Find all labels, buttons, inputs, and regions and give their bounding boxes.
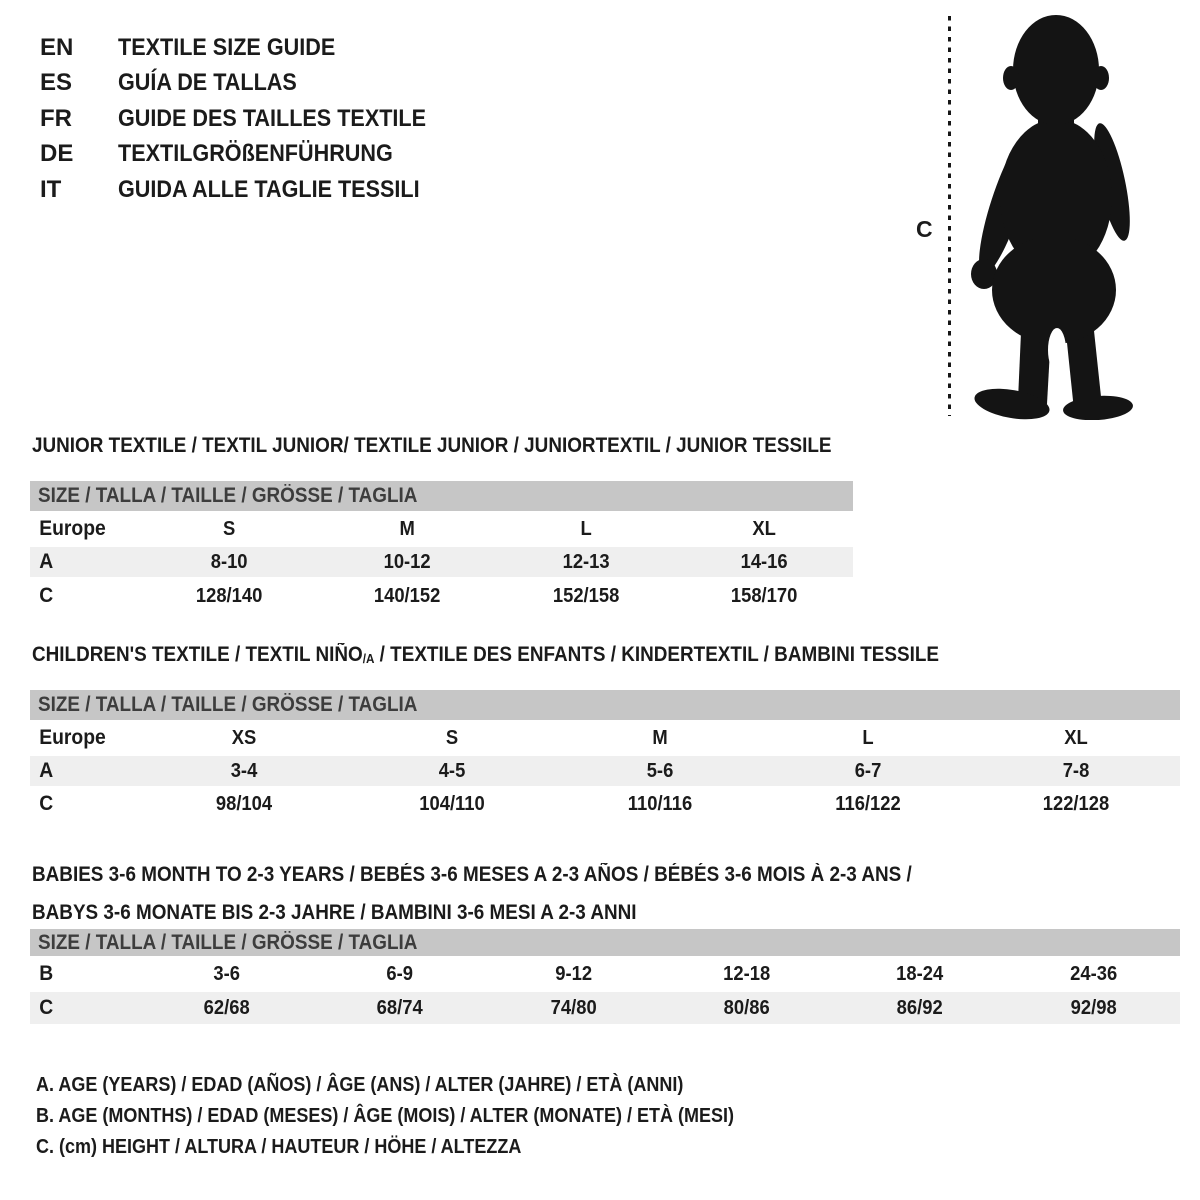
height-cell: 104/110 (419, 792, 485, 815)
babies-height-row (30, 992, 1180, 1024)
size-cell: XL (752, 517, 776, 540)
age-cell: 4-5 (438, 759, 466, 782)
junior-height-row (30, 577, 853, 615)
height-cell: 158/170 (730, 584, 798, 607)
junior-sizes-row (30, 511, 853, 547)
language-label: GUIDE DES TAILLES TEXTILE (118, 104, 427, 132)
children-age-row (30, 756, 1180, 786)
months-cell: 6-9 (386, 962, 414, 985)
language-code: DE (40, 140, 74, 168)
language-row (40, 172, 460, 208)
children-title-text: CHILDREN'S TEXTILE / TEXTIL NIÑO/A / TEXTILE DES ENFANTS / KINDERTEXTIL / BAMBINI TESSILE (32, 643, 940, 666)
size-cell: M (399, 517, 416, 540)
language-row (40, 66, 460, 102)
months-cell: 18-24 (896, 962, 944, 985)
language-code: FR (40, 104, 72, 132)
row-label-a: A (39, 550, 54, 573)
babies-title-line2: BABYS 3-6 MONATE BIS 2-3 JAHRE / BAMBINI 3-6 MESI A 2-3 ANNI (32, 901, 637, 924)
months-cell: 9-12 (554, 962, 592, 985)
size-header-text: SIZE / TALLA / TAILLE / GRÖSSE / TAGLIA (38, 484, 418, 507)
size-header-bar (30, 929, 1180, 956)
language-label: TEXTILGRÖßENFÜHRUNG (118, 140, 393, 168)
language-code: IT (40, 175, 62, 203)
size-cell: S (445, 726, 459, 749)
junior-section-title (32, 434, 920, 458)
legend-line-a (36, 1070, 812, 1101)
size-header-text: SIZE / TALLA / TAILLE / GRÖSSE / TAGLIA (38, 931, 418, 954)
height-cell: 92/98 (1070, 996, 1117, 1019)
row-label-a: A (39, 759, 54, 782)
babies-section-title (32, 856, 1010, 932)
size-header-bar (30, 481, 853, 511)
height-measure-dashed-line (948, 16, 951, 416)
height-cell: 122/128 (1042, 792, 1110, 815)
size-cell: XS (231, 726, 257, 749)
language-label: TEXTILE SIZE GUIDE (118, 33, 336, 61)
language-label: GUIDA ALLE TAGLIE TESSILI (118, 175, 420, 203)
size-cell: M (652, 726, 668, 749)
age-cell: 8-10 (210, 550, 248, 573)
height-measure-label: C (916, 216, 933, 242)
months-cell: 24-36 (1069, 962, 1117, 985)
size-header-bar (30, 690, 1180, 720)
months-cell: 3-6 (213, 962, 240, 985)
babies-months-row (30, 956, 1180, 992)
age-cell: 5-6 (646, 759, 674, 782)
age-cell: 10-12 (383, 550, 431, 573)
height-cell: 80/86 (723, 996, 770, 1019)
children-section-title (32, 643, 1040, 667)
row-label-c: C (39, 996, 54, 1019)
height-cell: 140/152 (374, 584, 441, 607)
children-sizes-row (30, 720, 1180, 756)
legend-line-b (36, 1101, 812, 1132)
height-cell: 128/140 (195, 584, 263, 607)
legend-text-b: B. AGE (MONTHS) / EDAD (MESES) / ÂGE (MOIS) / ALTER (MONATE) / ETÀ (MESI) (36, 1105, 734, 1127)
size-cell: XL (1064, 726, 1088, 749)
language-code: EN (40, 33, 74, 61)
row-label-c: C (39, 792, 54, 815)
height-cell: 110/116 (627, 792, 693, 815)
size-cell: S (222, 517, 236, 540)
height-cell: 98/104 (215, 792, 273, 815)
row-label-c: C (39, 584, 54, 607)
age-cell: 14-16 (740, 550, 788, 573)
region-label: Europe (39, 517, 106, 540)
language-list (40, 30, 460, 208)
babies-title-line1: BABIES 3-6 MONTH TO 2-3 YEARS / BEBÉS 3-6 MESES A 2-3 AÑOS / BÉBÉS 3-6 MOIS À 2-3 ANS / (32, 863, 912, 886)
age-cell: 12-13 (562, 550, 610, 573)
language-row (40, 137, 460, 173)
height-cell: 152/158 (552, 584, 619, 607)
age-cell: 3-4 (230, 759, 258, 782)
legend-line-c (36, 1132, 812, 1163)
age-cell: 6-7 (854, 759, 882, 782)
months-cell: 12-18 (723, 962, 771, 985)
junior-age-row (30, 547, 853, 577)
language-code: ES (40, 69, 73, 97)
children-size-table (30, 690, 1180, 822)
size-cell: L (862, 726, 874, 749)
region-label: Europe (39, 726, 106, 749)
language-row (40, 101, 460, 137)
height-cell: 68/74 (376, 996, 424, 1019)
age-cell: 7-8 (1062, 759, 1090, 782)
legend-text-a: A. AGE (YEARS) / EDAD (AÑOS) / ÂGE (ANS) / ALTER (JAHRE) / ETÀ (ANNI) (36, 1074, 684, 1096)
height-cell: 62/68 (203, 996, 250, 1019)
legend (36, 1070, 812, 1163)
height-cell: 86/92 (896, 996, 943, 1019)
junior-size-table (30, 481, 853, 615)
legend-text-c: C. (cm) HEIGHT / ALTURA / HAUTEUR / HÖHE / ALTEZZA (36, 1136, 522, 1158)
height-cell: 116/122 (835, 792, 901, 815)
babies-size-table (30, 929, 1180, 1024)
size-cell: L (580, 517, 592, 540)
language-row (40, 30, 460, 66)
size-header-text: SIZE / TALLA / TAILLE / GRÖSSE / TAGLIA (38, 693, 418, 716)
baby-silhouette (962, 12, 1140, 420)
children-height-row (30, 786, 1180, 822)
height-cell: 74/80 (550, 996, 597, 1019)
row-label-b: B (39, 962, 54, 985)
language-label: GUÍA DE TALLAS (118, 69, 297, 97)
junior-title-text: JUNIOR TEXTILE / TEXTIL JUNIOR/ TEXTILE JUNIOR / JUNIORTEXTIL / JUNIOR TESSILE (32, 434, 832, 457)
